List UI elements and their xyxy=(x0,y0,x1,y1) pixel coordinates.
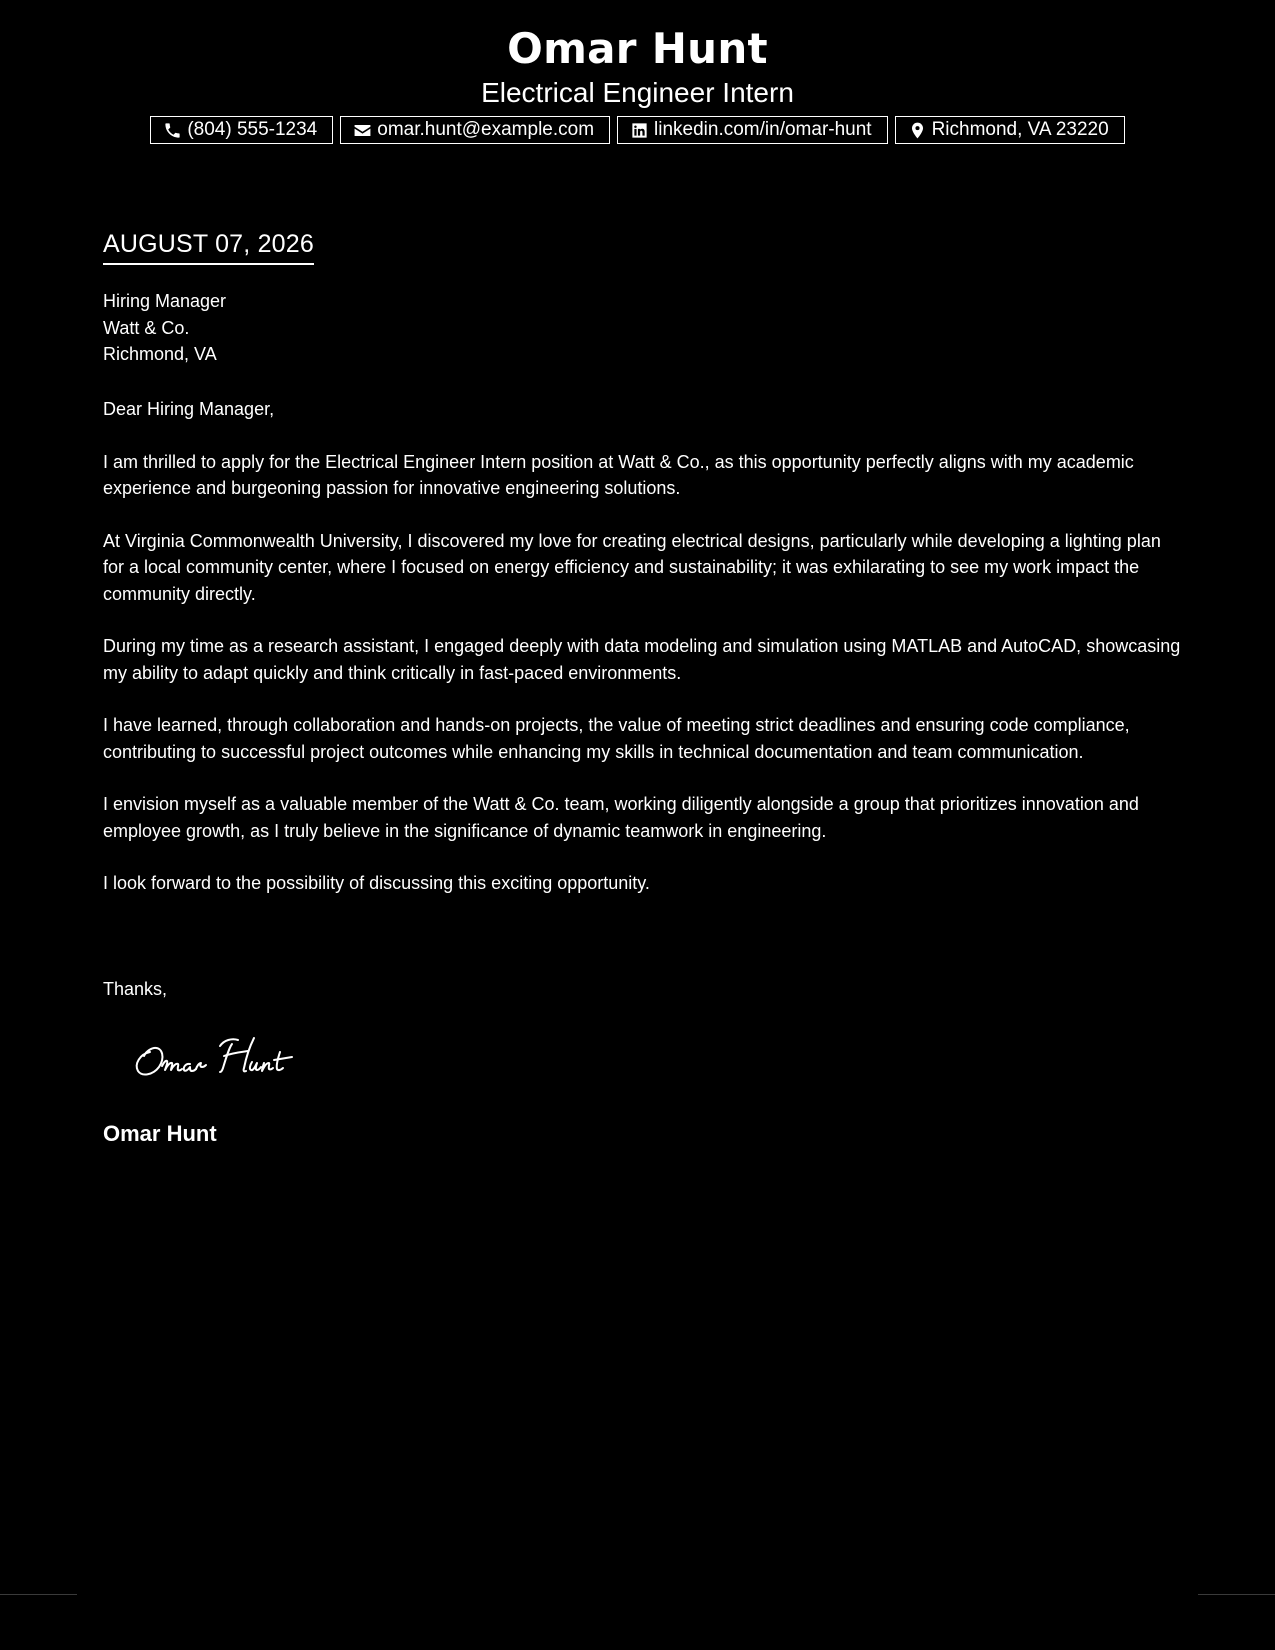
body-paragraph: I look forward to the possibility of discussing this exciting opportunity. xyxy=(103,873,650,893)
recipient-location: Richmond, VA xyxy=(103,344,217,364)
contact-email xyxy=(340,116,610,144)
footer-divider-left xyxy=(0,1594,77,1595)
body-paragraph: I envision myself as a valuable member of the Watt & Co. team, working diligently alongside a group that prioritizes innovation and employee growth, as I truly believe in the significance of dynamic teamwork in engineering. xyxy=(103,794,1139,841)
phone-icon xyxy=(163,121,182,140)
linkedin-icon xyxy=(630,121,649,140)
contact-location-text: Richmond, VA 23220 xyxy=(931,119,1109,140)
applicant-name: Omar Hunt xyxy=(507,24,768,73)
body-paragraph: I have learned, through collaboration and hands-on projects, the value of meeting strict deadlines and ensuring code compliance, contributing to successful project outcomes while enhancing my skills in technical documentation and team communication. xyxy=(103,715,1130,762)
contact-phone xyxy=(150,116,333,144)
signer-name: Omar Hunt xyxy=(103,1121,217,1146)
contact-location xyxy=(895,116,1125,144)
applicant-title: Electrical Engineer Intern xyxy=(481,77,794,108)
body-paragraph: I am thrilled to apply for the Electrical Engineer Intern position at Watt & Co., as this opportunity perfectly aligns with my academic experience and burgeoning passion for innovative engineering solutions. xyxy=(103,451,1134,498)
recipient-block xyxy=(103,288,226,368)
salutation: Dear Hiring Manager, xyxy=(103,399,275,419)
contact-bar xyxy=(0,116,1275,144)
footer-divider-right xyxy=(1198,1594,1275,1595)
closing-text: Thanks, xyxy=(103,979,168,999)
body-paragraph: At Virginia Commonwealth University, I discovered my love for creating electrical designs, particularly while developing a lighting plan for a local community center, where I focused on energy efficiency and sustainability; it was exhilarating to see my work impact the community directly. xyxy=(103,530,1161,604)
body-paragraph: During my time as a research assistant, I engaged deeply with data modeling and simulation using MATLAB and AutoCAD, showcasing my ability to adapt quickly and think critically in fast-paced environments. xyxy=(103,636,1181,683)
letter-date: AUGUST 07, 2026 xyxy=(103,228,314,265)
letter-body xyxy=(103,396,1183,923)
recipient-company: Watt & Co. xyxy=(103,317,190,338)
recipient-title: Hiring Manager xyxy=(103,291,227,311)
contact-phone-text: (804) 555-1234 xyxy=(187,119,318,140)
letter-header xyxy=(0,22,1275,144)
map-pin-icon xyxy=(908,121,927,140)
contact-email-text: omar.hunt@example.com xyxy=(377,119,595,140)
contact-linkedin xyxy=(617,116,888,144)
contact-linkedin-text: linkedin.com/in/omar-hunt xyxy=(654,119,872,140)
envelope-icon xyxy=(353,121,372,140)
handwritten-signature xyxy=(128,1030,338,1086)
